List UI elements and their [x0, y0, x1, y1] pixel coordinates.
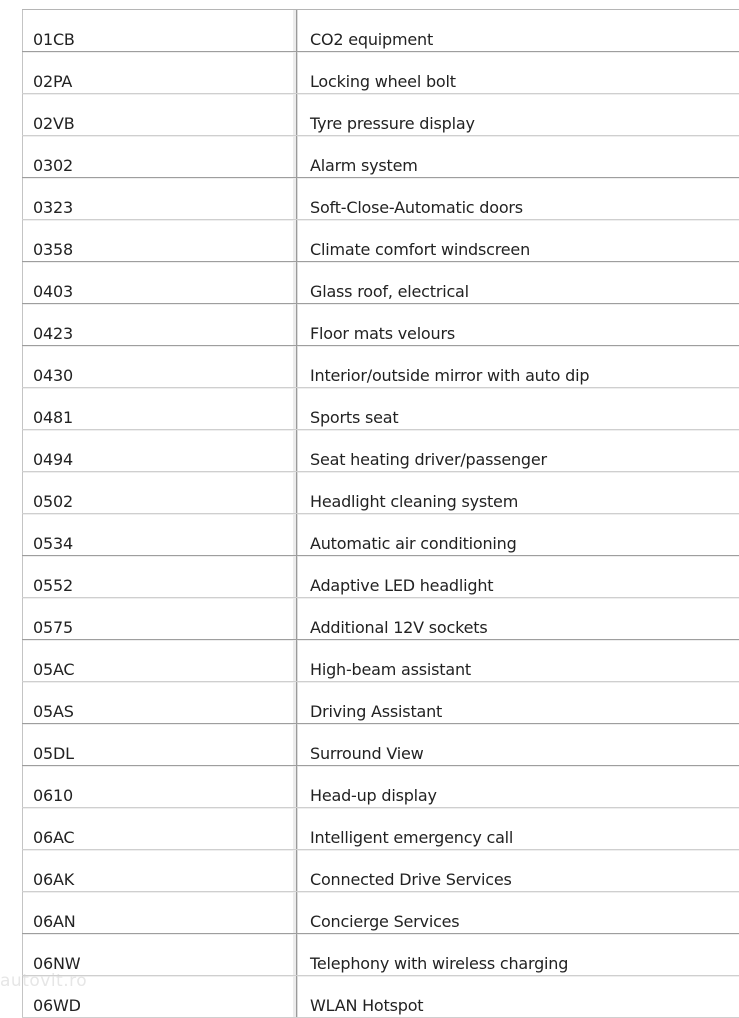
description-cell: [297, 346, 739, 387]
description-cell: [297, 514, 739, 555]
table-row: [22, 808, 739, 850]
code-cell: [22, 304, 297, 345]
table-row: [22, 94, 739, 136]
option-code: 0552: [33, 576, 73, 595]
code-cell: [22, 556, 297, 597]
option-code: 05AS: [33, 702, 74, 721]
option-code: 01CB: [33, 30, 75, 49]
option-description: Floor mats velours: [310, 324, 455, 343]
table-row: [22, 346, 739, 388]
description-cell: [297, 598, 739, 639]
option-description: Locking wheel bolt: [310, 72, 456, 91]
option-code: 0481: [33, 408, 73, 427]
equipment-table: [22, 9, 739, 1018]
description-cell: [297, 556, 739, 597]
description-cell: [297, 892, 739, 933]
option-description: WLAN Hotspot: [310, 996, 424, 1015]
watermark-logo: autovit.ro: [0, 971, 88, 991]
code-cell: [22, 850, 297, 891]
option-code: 0323: [33, 198, 73, 217]
option-description: Additional 12V sockets: [310, 618, 488, 637]
description-cell: [297, 682, 739, 723]
option-code: 06AC: [33, 828, 75, 847]
option-code: 0610: [33, 786, 73, 805]
description-cell: [297, 94, 739, 135]
option-description: Connected Drive Services: [310, 870, 512, 889]
description-cell: [297, 724, 739, 765]
option-description: Headlight cleaning system: [310, 492, 519, 511]
description-cell: [297, 388, 739, 429]
code-cell: [22, 766, 297, 807]
code-cell: [22, 346, 297, 387]
option-code: 05DL: [33, 744, 74, 763]
option-code: 0302: [33, 156, 73, 175]
option-code: 02VB: [33, 114, 75, 133]
table-row: [22, 556, 739, 598]
code-cell: [22, 598, 297, 639]
code-cell: [22, 94, 297, 135]
description-cell: [297, 430, 739, 471]
description-cell: [297, 136, 739, 177]
table-row: [22, 640, 739, 682]
option-description: Tyre pressure display: [310, 114, 475, 133]
option-description: Soft-Close-Automatic doors: [310, 198, 523, 217]
table-row: [22, 514, 739, 556]
table-row: [22, 850, 739, 892]
option-description: Seat heating driver/passenger: [310, 450, 547, 469]
option-description: Alarm system: [310, 156, 418, 175]
description-cell: [297, 850, 739, 891]
option-code: 06WD: [33, 996, 81, 1015]
code-cell: [22, 514, 297, 555]
table-row: [22, 682, 739, 724]
option-code: 05AC: [33, 660, 75, 679]
code-cell: [22, 430, 297, 471]
code-cell: [22, 724, 297, 765]
code-cell: [22, 52, 297, 93]
option-description: Surround View: [310, 744, 424, 763]
table-row: [22, 724, 739, 766]
description-cell: [297, 52, 739, 93]
table-row: [22, 598, 739, 640]
table-row: [22, 976, 739, 1018]
option-code: 0358: [33, 240, 73, 259]
option-description: Telephony with wireless charging: [310, 954, 569, 973]
table-row: [22, 892, 739, 934]
code-cell: [22, 934, 297, 975]
code-cell: [22, 976, 297, 1017]
code-cell: [22, 262, 297, 303]
option-code: 06AK: [33, 870, 74, 889]
code-cell: [22, 472, 297, 513]
option-description: Climate comfort windscreen: [310, 240, 531, 259]
description-cell: [297, 178, 739, 219]
table-row: [22, 52, 739, 94]
description-cell: [297, 976, 739, 1017]
description-cell: [297, 766, 739, 807]
option-description: High-beam assistant: [310, 660, 471, 679]
option-description: Interior/outside mirror with auto dip: [310, 366, 590, 385]
description-cell: [297, 640, 739, 681]
option-description: Driving Assistant: [310, 702, 443, 721]
description-cell: [297, 262, 739, 303]
description-cell: [297, 220, 739, 261]
table-row: [22, 472, 739, 514]
option-description: Automatic air conditioning: [310, 534, 517, 553]
option-description: Sports seat: [310, 408, 399, 427]
table-row: [22, 430, 739, 472]
option-description: Head-up display: [310, 786, 437, 805]
code-cell: [22, 808, 297, 849]
option-code: 06AN: [33, 912, 76, 931]
description-cell: [297, 934, 739, 975]
code-cell: [22, 136, 297, 177]
description-cell: [297, 10, 739, 51]
description-cell: [297, 304, 739, 345]
table-row: [22, 766, 739, 808]
option-description: Adaptive LED headlight: [310, 576, 494, 595]
option-code: 0430: [33, 366, 73, 385]
table-row: [22, 10, 739, 52]
code-cell: [22, 640, 297, 681]
table-row: [22, 136, 739, 178]
option-code: 0423: [33, 324, 73, 343]
table-row: [22, 934, 739, 976]
option-code: 0494: [33, 450, 73, 469]
option-description: Intelligent emergency call: [310, 828, 514, 847]
option-code: 0502: [33, 492, 73, 511]
code-cell: [22, 682, 297, 723]
option-code: 0575: [33, 618, 73, 637]
option-description: Concierge Services: [310, 912, 460, 931]
code-cell: [22, 220, 297, 261]
table-row: [22, 262, 739, 304]
description-cell: [297, 808, 739, 849]
code-cell: [22, 388, 297, 429]
table-row: [22, 178, 739, 220]
code-cell: [22, 892, 297, 933]
option-description: Glass roof, electrical: [310, 282, 469, 301]
option-code: 0403: [33, 282, 73, 301]
code-cell: [22, 178, 297, 219]
table-row: [22, 220, 739, 262]
description-cell: [297, 472, 739, 513]
option-code: 0534: [33, 534, 73, 553]
table-row: [22, 304, 739, 346]
option-code: 02PA: [33, 72, 73, 91]
option-description: CO2 equipment: [310, 30, 434, 49]
code-cell: [22, 10, 297, 51]
table-row: [22, 388, 739, 430]
option-code: 06NW: [33, 954, 81, 973]
